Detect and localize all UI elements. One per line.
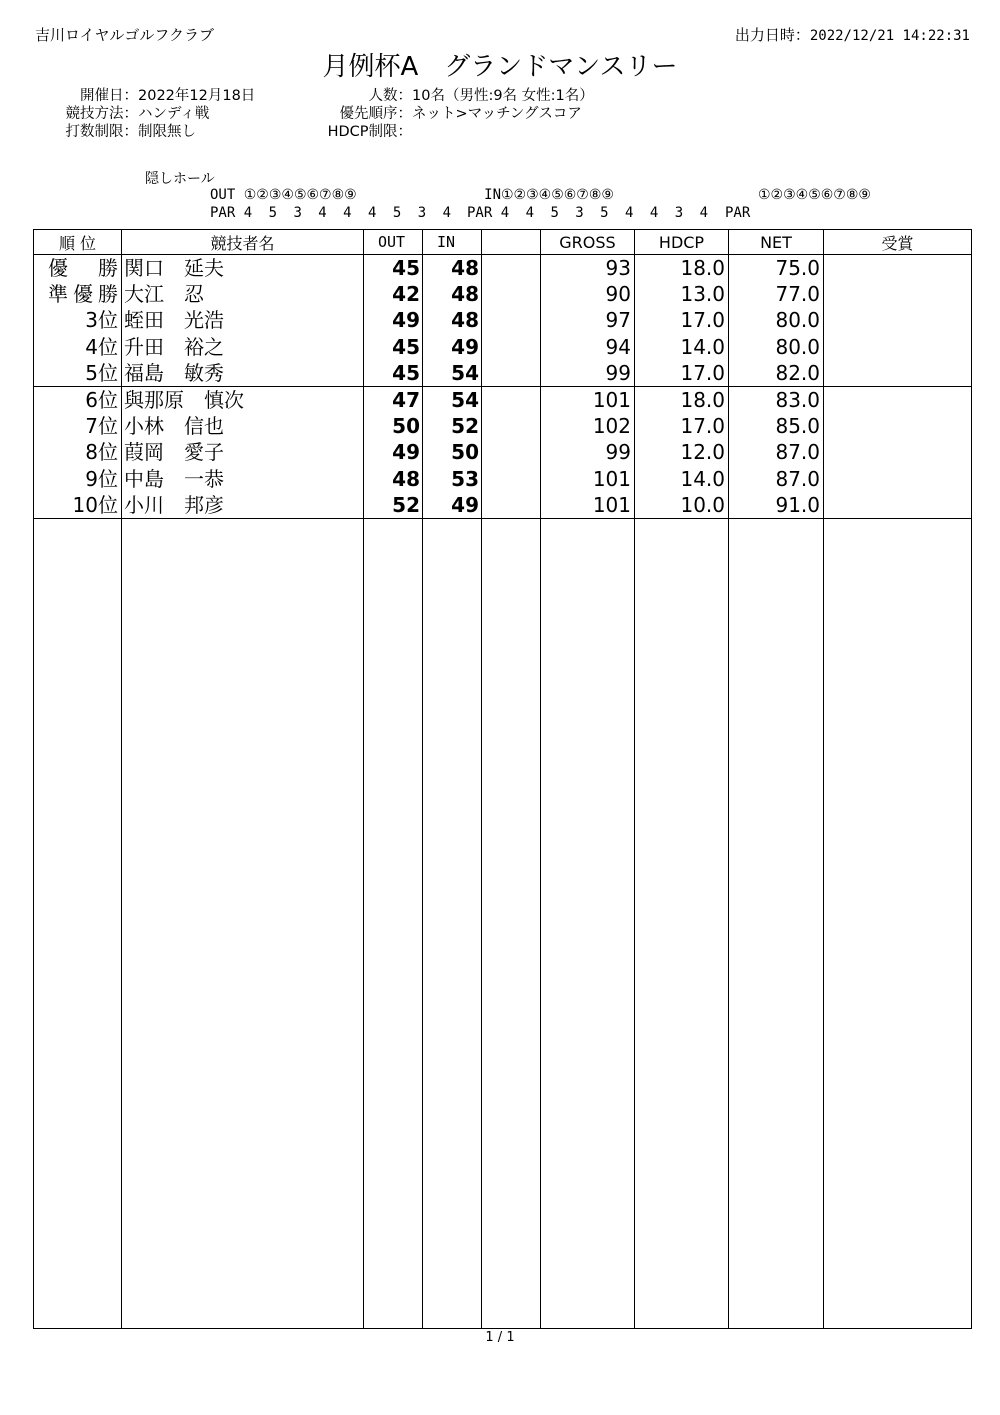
award-cell	[824, 492, 972, 519]
gross-score-cell: 101	[541, 492, 635, 519]
rank-cell: 7位	[34, 413, 122, 439]
table-row	[34, 334, 972, 360]
rank-cell: 8位	[34, 439, 122, 465]
in-par-values: 4 4 5 3 5 4 4 3 4	[500, 205, 713, 221]
out-circles: ①②③④⑤⑥⑦⑧⑨	[243, 187, 357, 203]
in-score-cell: 53	[423, 466, 482, 492]
in-score-cell: 52	[423, 413, 482, 439]
award-cell	[824, 360, 972, 387]
player-name-cell: 與那原 慎次	[122, 386, 364, 413]
rank-cell: 準優勝	[34, 281, 122, 307]
header-out: OUT	[364, 230, 423, 255]
header-blank	[482, 230, 541, 255]
player-name-cell: 小川 邦彦	[122, 492, 364, 519]
empty-area-row	[34, 518, 972, 1328]
out-score-cell: 50	[364, 413, 423, 439]
blank-cell	[482, 466, 541, 492]
info-right	[300, 87, 594, 141]
empty-cell	[34, 518, 122, 1328]
table-row	[34, 466, 972, 492]
rank-cell: 9位	[34, 466, 122, 492]
club-name: 吉川ロイヤルゴルフクラブ	[35, 26, 214, 44]
empty-cell	[364, 518, 423, 1328]
info-left	[50, 87, 255, 141]
award-cell	[824, 439, 972, 465]
header-hdcp: HDCP	[635, 230, 729, 255]
header-name: 競技者名	[122, 230, 364, 255]
method-value: ハンディ戦	[138, 106, 210, 122]
gross-score-cell: 101	[541, 386, 635, 413]
empty-cell	[824, 518, 972, 1328]
rank-cell: 5位	[34, 360, 122, 387]
gross-score-cell: 99	[541, 439, 635, 465]
out-score-cell: 42	[364, 281, 423, 307]
printed-label: 出力日時：	[734, 26, 810, 44]
empty-cell	[635, 518, 729, 1328]
gross-score-cell: 94	[541, 334, 635, 360]
empty-cell	[122, 518, 364, 1328]
in-score-cell: 49	[423, 334, 482, 360]
player-name-cell: 蛭田 光浩	[122, 307, 364, 333]
in-score-cell: 48	[423, 281, 482, 307]
in-score-cell: 50	[423, 439, 482, 465]
net-score-cell: 82.0	[729, 360, 824, 387]
empty-cell	[729, 518, 824, 1328]
player-name-cell: 関口 延夫	[122, 255, 364, 282]
hdcp-cell: 12.0	[635, 439, 729, 465]
in-par-label: PAR	[467, 205, 493, 221]
blank-cell	[482, 413, 541, 439]
player-name-cell: 大江 忍	[122, 281, 364, 307]
table-row	[34, 360, 972, 387]
blank-cell	[482, 334, 541, 360]
empty-cell	[423, 518, 482, 1328]
page-title: 月例杯A グランドマンスリー	[322, 52, 678, 82]
stroke-value: 制限無し	[138, 124, 196, 140]
empty-cell	[482, 518, 541, 1328]
in-score-cell: 48	[423, 255, 482, 282]
blank-cell	[482, 492, 541, 519]
header-net: NET	[729, 230, 824, 255]
gross-score-cell: 99	[541, 360, 635, 387]
gross-score-cell: 97	[541, 307, 635, 333]
net-score-cell: 91.0	[729, 492, 824, 519]
stroke-label: 打数制限：	[65, 124, 138, 140]
award-cell	[824, 413, 972, 439]
out-score-cell: 49	[364, 439, 423, 465]
players-label: 人数：	[368, 88, 412, 104]
award-cell	[824, 386, 972, 413]
out-label: OUT	[210, 187, 236, 203]
gross-score-cell: 101	[541, 466, 635, 492]
in-label: IN	[484, 187, 501, 203]
extra-hidden-holes	[725, 186, 871, 222]
results-table	[33, 229, 972, 1329]
hdcp-cell: 17.0	[635, 307, 729, 333]
table-row	[34, 281, 972, 307]
printed-at: 2022/12/21 14:22:31	[809, 28, 970, 44]
player-name-cell: 葭岡 愛子	[122, 439, 364, 465]
award-cell	[824, 466, 972, 492]
net-score-cell: 75.0	[729, 255, 824, 282]
blank-cell	[482, 281, 541, 307]
table-row	[34, 386, 972, 413]
hdcp-cell: 14.0	[635, 466, 729, 492]
player-name-cell: 小林 信也	[122, 413, 364, 439]
hdcp-cell: 13.0	[635, 281, 729, 307]
header-gross: GROSS	[541, 230, 635, 255]
net-score-cell: 80.0	[729, 334, 824, 360]
out-score-cell: 45	[364, 360, 423, 387]
table-row	[34, 492, 972, 519]
out-score-cell: 45	[364, 334, 423, 360]
out-score-cell: 45	[364, 255, 423, 282]
hdcp-cell: 14.0	[635, 334, 729, 360]
blank-cell	[482, 439, 541, 465]
table-row	[34, 307, 972, 333]
hdcp-cell: 17.0	[635, 360, 729, 387]
net-score-cell: 87.0	[729, 439, 824, 465]
net-score-cell: 83.0	[729, 386, 824, 413]
printed-timestamp	[735, 24, 970, 45]
in-score-cell: 48	[423, 307, 482, 333]
table-row	[34, 255, 972, 282]
in-score-cell: 54	[423, 360, 482, 387]
header-rank: 順 位	[34, 230, 122, 255]
net-score-cell: 77.0	[729, 281, 824, 307]
award-cell	[824, 281, 972, 307]
blank-cell	[482, 360, 541, 387]
net-score-cell: 87.0	[729, 466, 824, 492]
blank-cell	[482, 307, 541, 333]
table-header-row	[34, 230, 972, 255]
gross-score-cell: 102	[541, 413, 635, 439]
extra-par-label: PAR	[725, 205, 751, 221]
rank-cell: 6位	[34, 386, 122, 413]
table-row	[34, 413, 972, 439]
priority-label: 優先順序：	[339, 106, 412, 122]
hdcp-cell: 17.0	[635, 413, 729, 439]
player-name-cell: 中島 一恭	[122, 466, 364, 492]
hdcp-cell: 18.0	[635, 386, 729, 413]
hidden-holes-label: 隠しホール	[145, 171, 215, 187]
out-score-cell: 47	[364, 386, 423, 413]
rank-cell: 10位	[34, 492, 122, 519]
players-value: 10名（男性:9名 女性:1名）	[412, 88, 594, 104]
header-in: IN	[423, 230, 482, 255]
player-name-cell: 升田 裕之	[122, 334, 364, 360]
method-label: 競技方法：	[65, 106, 138, 122]
in-hidden-holes	[467, 186, 712, 222]
in-score-cell: 54	[423, 386, 482, 413]
out-par-label: PAR	[210, 205, 236, 221]
in-score-cell: 49	[423, 492, 482, 519]
rank-cell: 3位	[34, 307, 122, 333]
header-award: 受賞	[824, 230, 972, 255]
in-circles: ①②③④⑤⑥⑦⑧⑨	[501, 187, 614, 203]
empty-cell	[541, 518, 635, 1328]
award-cell	[824, 307, 972, 333]
net-score-cell: 80.0	[729, 307, 824, 333]
gross-score-cell: 93	[541, 255, 635, 282]
award-cell	[824, 334, 972, 360]
rank-cell: 優 勝	[34, 255, 122, 282]
award-cell	[824, 255, 972, 282]
hdcp-limit-label: HDCP制限：	[327, 124, 412, 140]
extra-circles: ①②③④⑤⑥⑦⑧⑨	[758, 187, 871, 203]
out-score-cell: 48	[364, 466, 423, 492]
out-hidden-holes	[210, 186, 455, 222]
player-name-cell: 福島 敏秀	[122, 360, 364, 387]
blank-cell	[482, 255, 541, 282]
hdcp-cell: 10.0	[635, 492, 729, 519]
gross-score-cell: 90	[541, 281, 635, 307]
table-row	[34, 439, 972, 465]
date-value: 2022年12月18日	[138, 88, 256, 104]
out-score-cell: 52	[364, 492, 423, 519]
page-indicator: 1 / 1	[485, 1330, 515, 1345]
blank-cell	[482, 386, 541, 413]
hdcp-cell: 18.0	[635, 255, 729, 282]
net-score-cell: 85.0	[729, 413, 824, 439]
priority-value: ネット>マッチングスコア	[412, 106, 582, 122]
out-par-values: 4 5 3 4 4 4 5 3 4	[243, 205, 456, 221]
rank-cell: 4位	[34, 334, 122, 360]
out-score-cell: 49	[364, 307, 423, 333]
date-label: 開催日：	[80, 88, 138, 104]
